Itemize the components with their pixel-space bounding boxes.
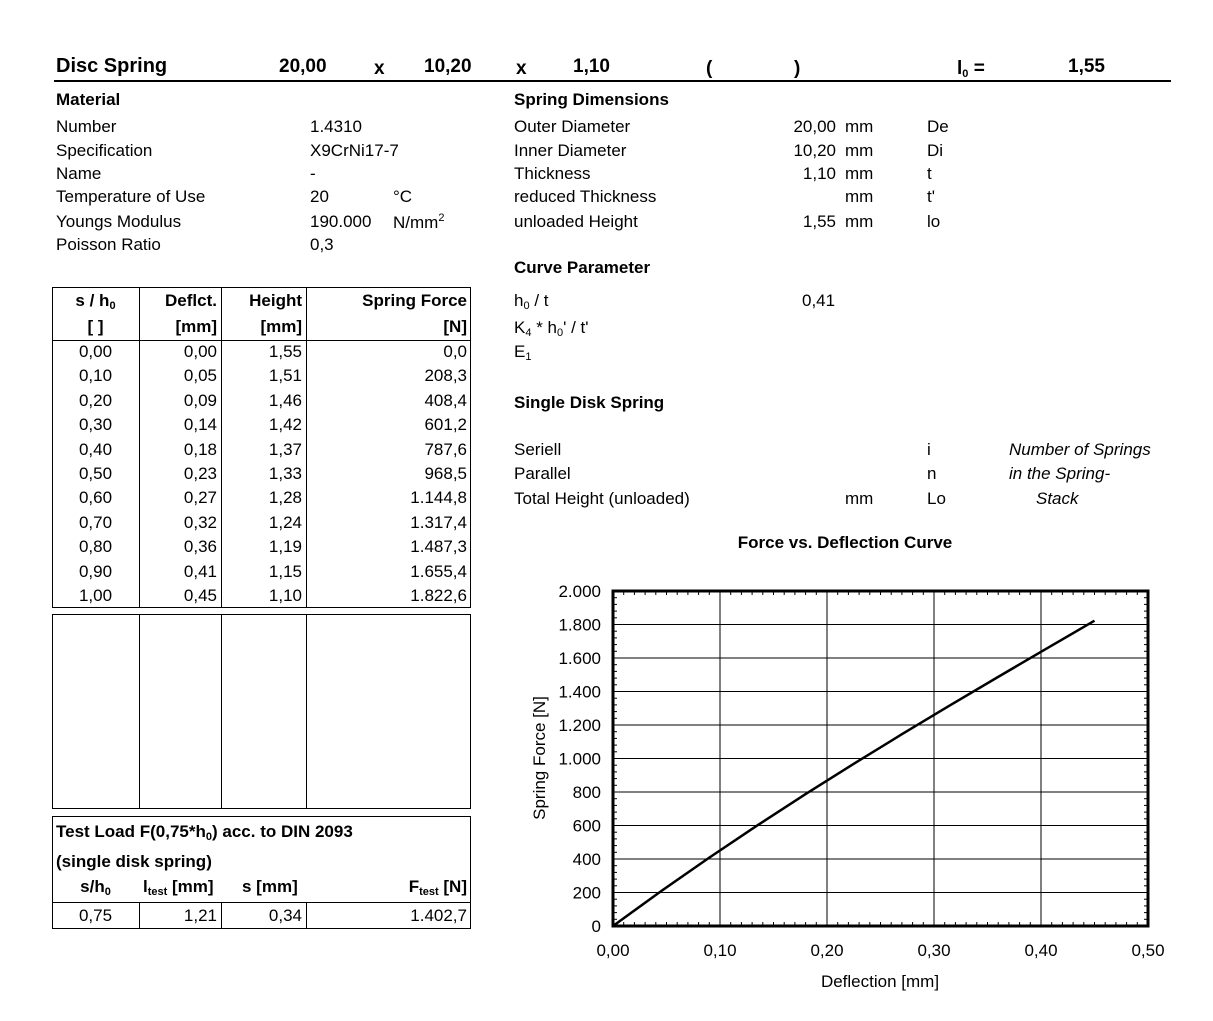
- dimension-value: 1,10: [802, 164, 836, 183]
- material-spec-value: X9CrNi17-7: [310, 141, 399, 160]
- table-cell-height: 1,55: [268, 342, 302, 361]
- table-cell-deflection: 0,09: [183, 391, 217, 410]
- table-cell-sh0: 0,40: [78, 440, 113, 459]
- dimension-symbol: t: [927, 164, 932, 183]
- dimension-symbol: De: [927, 117, 949, 136]
- test-load-rule: [52, 902, 471, 903]
- chart-x-tick-label: 0,40: [1024, 941, 1058, 960]
- table-cell-height: 1,33: [268, 464, 302, 483]
- dimension-unit: mm: [845, 212, 874, 231]
- dimension-value: 20,00: [793, 117, 836, 136]
- table-cell-force: 1.487,3: [410, 537, 467, 556]
- test-load-value-ltest: 1,21: [183, 906, 217, 925]
- chart-y-tick-label: 1.000: [558, 749, 601, 769]
- single-heading: Single Disk Spring: [514, 393, 665, 412]
- chart-frame: [613, 591, 1148, 926]
- single-seriell-label: Seriell: [514, 440, 562, 459]
- chart-series-line: [613, 621, 1095, 926]
- dimension-label: Thickness: [514, 164, 591, 183]
- material-temp-label: Temperature of Use: [56, 187, 206, 206]
- curve-param-e1-label: $E_1$: [514, 342, 532, 363]
- test-load-col-ltest: $l_{test}$ [mm]: [143, 877, 214, 898]
- empty-divider-2: [221, 614, 222, 809]
- header-lo-value: 1,55: [1068, 56, 1105, 77]
- test-load-title: Test Load $F(0,75*h_0)$ acc. to DIN 2093: [56, 822, 353, 843]
- chart-x-tick-label: 0,00: [596, 941, 630, 960]
- curve-param-h0t-label: $h_0$ / t: [514, 291, 549, 312]
- table-cell-force: 968,5: [424, 464, 467, 483]
- single-total-unit: mm: [845, 489, 874, 508]
- chart-y-tick-label: 1.400: [558, 682, 601, 702]
- table-cell-deflection: 0,41: [183, 562, 217, 581]
- table-cell-deflection: 0,18: [183, 440, 217, 459]
- table-cell-sh0: 0,50: [78, 464, 113, 483]
- table-cell-deflection: 0,32: [183, 513, 217, 532]
- table-cell-deflection: 0,36: [183, 537, 217, 556]
- single-note-1: Number of Springs: [1009, 440, 1151, 459]
- table-cell-sh0: 0,70: [78, 513, 113, 532]
- table-cell-deflection: 0,14: [183, 415, 217, 434]
- table-cell-height: 1,15: [268, 562, 302, 581]
- header-times-1: x: [374, 58, 385, 79]
- single-seriell-sym: i: [927, 440, 931, 459]
- chart-x-tick-label: 0,50: [1131, 941, 1165, 960]
- dimension-label: Inner Diameter: [514, 141, 627, 160]
- table-cell-height: 1,51: [268, 366, 302, 385]
- table-header-height-unit: [mm]: [260, 317, 302, 336]
- curve-param-k4-label: $K_4 * h_0'$ / t': [514, 318, 589, 339]
- table-header-deflection: Deflct.: [165, 291, 217, 310]
- header-title: Disc Spring: [56, 55, 168, 77]
- table-cell-height: 1,42: [268, 415, 302, 434]
- chart-y-tick-label: 1.200: [558, 716, 601, 735]
- table-cell-deflection: 0,00: [183, 342, 217, 361]
- table-cell-height: 1,28: [268, 488, 302, 507]
- chart-x-axis-label: Deflection [mm]: [820, 972, 940, 991]
- table-cell-height: 1,10: [268, 586, 302, 605]
- table-header-sh0-unit: [ ]: [87, 317, 104, 336]
- chart-y-tick-label: 0: [591, 917, 601, 936]
- dimension-label: Outer Diameter: [514, 117, 631, 136]
- empty-divider-3: [306, 614, 307, 809]
- header-paren-close: ): [794, 58, 801, 79]
- table-header-deflection-unit: [mm]: [175, 317, 217, 336]
- material-name-label: Name: [56, 164, 102, 183]
- material-temp-unit: °C: [393, 187, 413, 206]
- material-name-value: -: [310, 164, 316, 183]
- table-cell-force: 601,2: [424, 415, 467, 434]
- table-cell-deflection: 0,27: [183, 488, 217, 507]
- table-header-force: Spring Force: [362, 291, 467, 310]
- table-cell-height: 1,19: [268, 537, 302, 556]
- header-paren-open: (: [706, 58, 713, 79]
- table-cell-force: 787,6: [424, 440, 467, 459]
- material-number-label: Number: [56, 117, 117, 136]
- single-note-2: in the Spring-: [1009, 464, 1111, 483]
- header-outer-diameter: 20,00: [279, 56, 327, 77]
- table-cell-sh0: 0,10: [78, 366, 113, 385]
- dimension-unit: mm: [845, 164, 874, 183]
- empty-divider-1: [139, 614, 140, 809]
- material-young-unit: $N/mm^2$: [393, 212, 445, 232]
- table-cell-deflection: 0,05: [183, 366, 217, 385]
- test-load-value-sh0: 0,75: [78, 906, 113, 925]
- header-thickness: 1,10: [573, 56, 610, 77]
- single-total-label: Total Height (unloaded): [514, 489, 690, 508]
- table-header-sh0: s / $h_0$: [75, 291, 116, 312]
- table-cell-deflection: 0,45: [183, 586, 217, 605]
- table-cell-deflection: 0,23: [183, 464, 217, 483]
- single-parallel-label: Parallel: [514, 464, 571, 483]
- table-cell-height: 1,37: [268, 440, 302, 459]
- chart-y-tick-label: 800: [572, 783, 601, 802]
- chart-x-tick-label: 0,30: [917, 941, 951, 960]
- material-poisson-value: 0,3: [310, 235, 334, 254]
- table-cell-height: 1,46: [268, 391, 302, 410]
- material-poisson-label: Poisson Ratio: [56, 235, 161, 254]
- table-header-height: Height: [249, 291, 302, 310]
- table-cell-sh0: 0,20: [78, 391, 113, 410]
- table-cell-force: 0,0: [443, 342, 467, 361]
- dimension-symbol: t': [927, 187, 935, 206]
- chart-y-tick-label: 400: [572, 850, 601, 869]
- table-cell-sh0: 0,60: [78, 488, 113, 507]
- table-cell-force: 1.144,8: [410, 488, 467, 507]
- curve-param-heading: Curve Parameter: [514, 258, 651, 277]
- dimension-label: unloaded Height: [514, 212, 638, 231]
- material-temp-value: 20: [310, 187, 329, 206]
- header-inner-diameter: 10,20: [424, 56, 472, 77]
- material-heading: Material: [56, 90, 121, 109]
- table-cell-force: 1.822,6: [410, 586, 467, 605]
- table-cell-sh0: 0,90: [78, 562, 113, 581]
- table-cell-sh0: 1,00: [78, 586, 113, 605]
- chart-y-tick-label: 2.000: [558, 582, 601, 601]
- dimension-symbol: Di: [927, 141, 944, 160]
- header-times-2: x: [516, 58, 527, 79]
- table-cell-force: 1.317,4: [410, 513, 467, 532]
- dimensions-heading: Spring Dimensions: [514, 90, 669, 109]
- chart-y-tick-label: 1.600: [558, 649, 601, 668]
- dimension-unit: mm: [845, 187, 874, 206]
- chart-y-tick-label: 1.800: [558, 615, 601, 635]
- material-spec-label: Specification: [56, 141, 153, 160]
- table-cell-sh0: 0,00: [78, 342, 113, 361]
- table-header-rule: [52, 340, 471, 341]
- table-cell-force: 1.655,4: [410, 562, 467, 581]
- single-total-sym: Lo: [927, 489, 946, 508]
- table-cell-height: 1,24: [268, 513, 302, 532]
- table-header-force-unit: [N]: [443, 317, 467, 336]
- material-number-value: 1.4310: [310, 117, 362, 136]
- dimension-symbol: lo: [927, 212, 941, 231]
- dimension-label: reduced Thickness: [514, 187, 657, 206]
- chart-title: Force vs. Deflection Curve: [737, 533, 953, 552]
- test-load-col-sh0: $s/h_0$: [80, 877, 111, 898]
- single-parallel-sym: n: [927, 464, 937, 483]
- test-load-value-s: 0,34: [268, 906, 302, 925]
- empty-table: [52, 614, 471, 809]
- table-cell-sh0: 0,30: [78, 415, 113, 434]
- chart-x-tick-label: 0,10: [703, 941, 737, 960]
- curve-param-h0t-value: 0,41: [802, 291, 836, 310]
- test-load-subtitle: (single disk spring): [56, 852, 212, 871]
- material-young-label: Youngs Modulus: [56, 212, 182, 231]
- chart-y-axis-label: Spring Force [N]: [530, 696, 549, 820]
- header-lo-label: $l_0$ =: [957, 58, 985, 80]
- table-cell-sh0: 0,80: [78, 537, 113, 556]
- chart-y-tick-label: 200: [572, 883, 601, 903]
- table-cell-force: 408,4: [424, 391, 467, 410]
- chart-y-tick-label: 600: [572, 816, 601, 836]
- dimension-unit: mm: [845, 141, 874, 160]
- test-load-col-s: s [mm]: [242, 877, 298, 896]
- dimension-value: 10,20: [793, 141, 836, 160]
- dimension-value: 1,55: [802, 212, 836, 231]
- material-young-value: 190.000: [310, 212, 372, 231]
- test-load-col-ftest: $F_{test}$ [N]: [408, 877, 467, 898]
- table-cell-force: 208,3: [424, 366, 467, 385]
- chart-x-tick-label: 0,20: [810, 941, 844, 960]
- dimension-unit: mm: [845, 117, 874, 136]
- single-note-3: Stack: [1036, 489, 1079, 508]
- header-rule: [54, 80, 1171, 82]
- test-load-value-ftest: 1.402,7: [410, 906, 467, 925]
